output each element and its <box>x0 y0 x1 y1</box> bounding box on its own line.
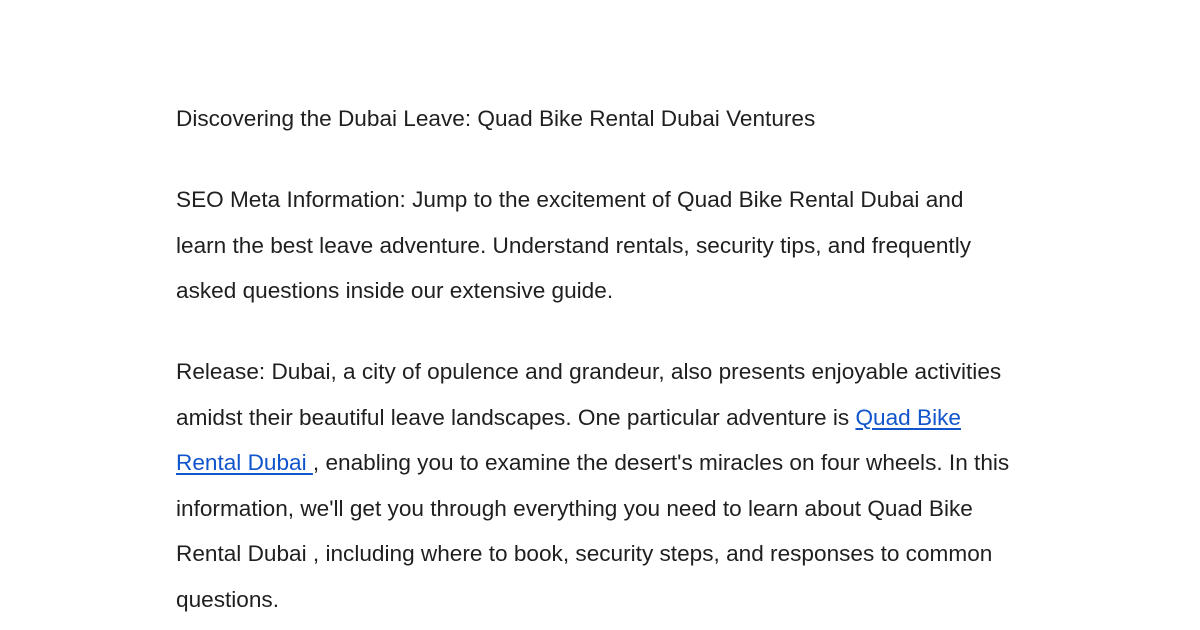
release-text-after-link: , enabling you to examine the desert's miracles on four wheels. In this information, we'll get you through everything you need to learn about Quad Bike Rental Dubai , including where to book, security steps, and responses to common questions. <box>176 450 1010 612</box>
document-title: Discovering the Dubai Leave: Quad Bike Rental Dubai Ventures <box>176 106 816 131</box>
release-paragraph <box>176 349 1016 622</box>
release-text-before-link: Release: Dubai, a city of opulence and grandeur, also presents enjoyable activities amidst their beautiful leave landscapes. One particular adventure is <box>176 359 1002 430</box>
document-body <box>176 96 1016 622</box>
seo-meta-paragraph: SEO Meta Information: Jump to the excitement of Quad Bike Rental Dubai and learn the best leave adventure. Understand rentals, security tips, and frequently asked questions inside our extensive guide. <box>176 187 972 303</box>
quad-bike-rental-link[interactable]: Quad Bike Rental Dubai <box>176 404 961 475</box>
